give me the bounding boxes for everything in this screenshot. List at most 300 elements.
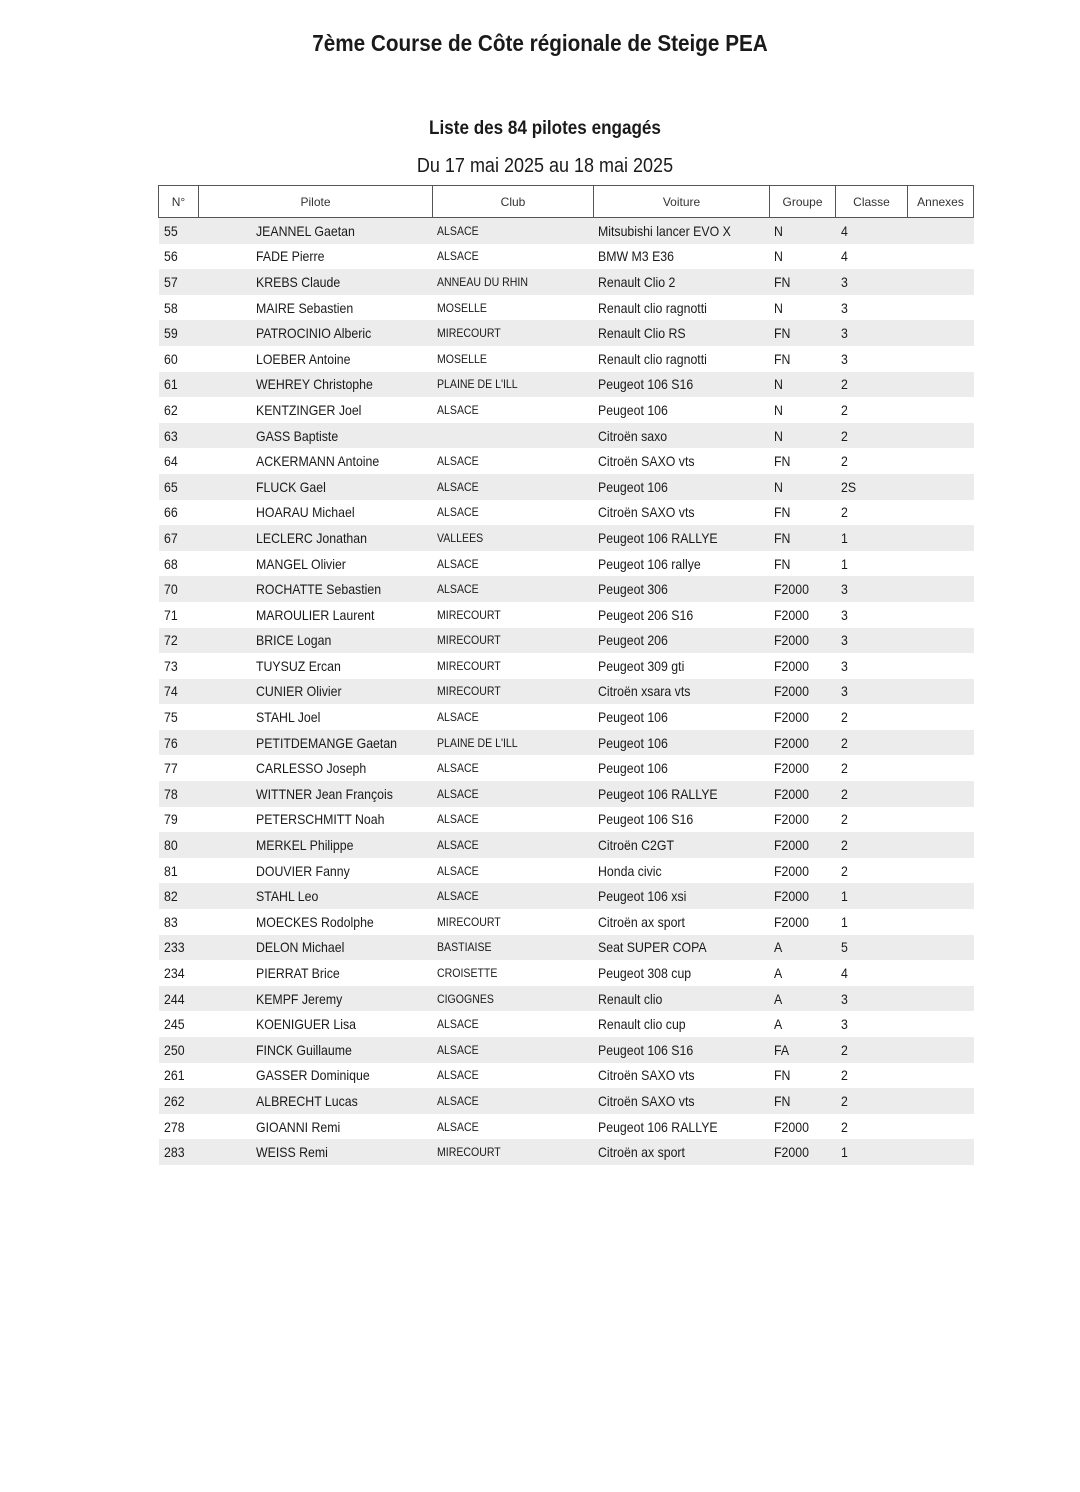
cell-groupe — [770, 576, 836, 602]
cell-number — [159, 474, 199, 500]
table-row — [159, 295, 974, 321]
cell-classe — [836, 423, 908, 449]
cell-groupe — [770, 1088, 836, 1114]
cell-classe — [836, 653, 908, 679]
cell-groupe — [770, 500, 836, 526]
cell-pilote-text: FADE Pierre — [255, 248, 324, 265]
cell-groupe-text: A — [773, 939, 782, 956]
cell-classe-text: 3 — [840, 632, 848, 649]
table-body — [159, 218, 974, 1165]
cell-voiture — [594, 1011, 770, 1037]
cell-groupe — [770, 346, 836, 372]
cell-groupe — [770, 1114, 836, 1140]
cell-classe — [836, 755, 908, 781]
cell-classe — [836, 1139, 908, 1165]
cell-voiture-text: Peugeot 106 S16 — [597, 811, 693, 828]
cell-voiture-text: Citroën saxo — [597, 427, 667, 444]
cell-classe — [836, 448, 908, 474]
cell-pilote — [199, 858, 433, 884]
cell-classe — [836, 500, 908, 526]
cell-voiture — [594, 576, 770, 602]
table-row — [159, 448, 974, 474]
cell-club — [433, 448, 594, 474]
table-row — [159, 320, 974, 346]
cell-classe-text: 5 — [840, 939, 848, 956]
cell-voiture — [594, 858, 770, 884]
cell-club — [433, 1139, 594, 1165]
cell-pilote-text: GASS Baptiste — [255, 427, 338, 444]
cell-classe — [836, 602, 908, 628]
cell-number — [159, 883, 199, 909]
cell-club-text: MIRECOURT — [436, 607, 501, 622]
cell-number — [159, 960, 199, 986]
cell-voiture-text: Peugeot 106 — [597, 760, 668, 777]
cell-classe-text: 2 — [840, 837, 848, 854]
cell-classe-text: 3 — [840, 683, 848, 700]
cell-club-text: ALSACE — [436, 838, 479, 853]
cell-club — [433, 704, 594, 730]
cell-classe — [836, 1114, 908, 1140]
cell-groupe-text: FN — [773, 529, 790, 546]
cell-voiture-text: Honda civic — [597, 862, 662, 879]
cell-pilote-text: WITTNER Jean François — [255, 785, 393, 802]
cell-groupe — [770, 755, 836, 781]
cell-club-text: MIRECOURT — [436, 1145, 501, 1160]
cell-pilote-text: LOEBER Antoine — [255, 350, 351, 367]
cell-club — [433, 474, 594, 500]
table-header-row — [159, 186, 974, 218]
cell-number — [159, 295, 199, 321]
cell-voiture — [594, 397, 770, 423]
cell-annexes — [908, 883, 974, 909]
cell-number — [159, 218, 199, 244]
cell-number-text: 79 — [163, 811, 178, 828]
cell-voiture — [594, 500, 770, 526]
cell-annexes — [908, 423, 974, 449]
cell-voiture — [594, 525, 770, 551]
cell-voiture — [594, 628, 770, 654]
cell-pilote-text: WEHREY Christophe — [255, 376, 373, 393]
cell-number — [159, 372, 199, 398]
cell-classe-text: 2 — [840, 709, 848, 726]
cell-classe-text: 2 — [840, 1067, 848, 1084]
cell-groupe-text: F2000 — [773, 888, 809, 905]
cell-groupe-text: N — [773, 248, 783, 265]
cell-pilote — [199, 1011, 433, 1037]
cell-annexes — [908, 628, 974, 654]
cell-annexes — [908, 474, 974, 500]
cell-voiture — [594, 448, 770, 474]
cell-club — [433, 218, 594, 244]
cell-annexes — [908, 295, 974, 321]
cell-pilote-text: FINCK Guillaume — [255, 1041, 352, 1058]
cell-club — [433, 960, 594, 986]
cell-classe — [836, 909, 908, 935]
cell-pilote-text: STAHL Joel — [255, 709, 320, 726]
cell-groupe — [770, 397, 836, 423]
cell-club-text: ALSACE — [436, 863, 479, 878]
cell-pilote — [199, 755, 433, 781]
cell-pilote — [199, 628, 433, 654]
cell-club — [433, 1037, 594, 1063]
cell-pilote — [199, 935, 433, 961]
cell-pilote — [199, 960, 433, 986]
cell-classe — [836, 525, 908, 551]
cell-pilote-text: WEISS Remi — [255, 1144, 328, 1161]
cell-groupe — [770, 525, 836, 551]
cell-club — [433, 320, 594, 346]
cell-classe — [836, 1011, 908, 1037]
cell-groupe-text: N — [773, 401, 783, 418]
cell-classe — [836, 269, 908, 295]
cell-club — [433, 1063, 594, 1089]
cell-club — [433, 730, 594, 756]
cell-number-text: 58 — [163, 299, 178, 316]
cell-pilote-text: CARLESSO Joseph — [255, 760, 366, 777]
cell-classe — [836, 551, 908, 577]
cell-groupe-text: F2000 — [773, 734, 809, 751]
cell-club — [433, 679, 594, 705]
cell-club — [433, 807, 594, 833]
cell-annexes — [908, 781, 974, 807]
cell-voiture — [594, 832, 770, 858]
cell-club-text: ALSACE — [436, 1017, 479, 1032]
cell-classe — [836, 346, 908, 372]
cell-classe-text: 3 — [840, 299, 848, 316]
cell-annexes — [908, 500, 974, 526]
cell-groupe-text: F2000 — [773, 606, 809, 623]
cell-annexes — [908, 1114, 974, 1140]
table-row — [159, 935, 974, 961]
cell-number — [159, 704, 199, 730]
cell-classe-text: 3 — [840, 1016, 848, 1033]
cell-pilote-text: ROCHATTE Sebastien — [255, 581, 381, 598]
cell-club — [433, 883, 594, 909]
cell-pilote — [199, 730, 433, 756]
cell-classe-text: 3 — [840, 657, 848, 674]
table-row — [159, 602, 974, 628]
cell-pilote — [199, 218, 433, 244]
cell-voiture — [594, 883, 770, 909]
cell-groupe-text: F2000 — [773, 862, 809, 879]
cell-voiture — [594, 551, 770, 577]
cell-number-text: 63 — [163, 427, 178, 444]
cell-voiture — [594, 320, 770, 346]
cell-club-text: MOSELLE — [436, 300, 487, 315]
cell-pilote-text: PETERSCHMITT Noah — [255, 811, 384, 828]
cell-number-text: 71 — [163, 606, 178, 623]
cell-club — [433, 372, 594, 398]
cell-classe-text: 4 — [840, 248, 848, 265]
cell-voiture — [594, 679, 770, 705]
cell-classe-text: 2 — [840, 427, 848, 444]
cell-classe — [836, 576, 908, 602]
cell-club-text: MIRECOURT — [436, 684, 501, 699]
cell-classe — [836, 628, 908, 654]
cell-number-text: 262 — [163, 1092, 185, 1109]
cell-pilote-text: PETITDEMANGE Gaetan — [255, 734, 397, 751]
cell-pilote — [199, 295, 433, 321]
cell-club-text: ALSACE — [436, 454, 479, 469]
cell-voiture-text: Peugeot 206 — [597, 632, 668, 649]
cell-number — [159, 448, 199, 474]
cell-voiture — [594, 269, 770, 295]
cell-classe-text: 3 — [840, 581, 848, 598]
cell-pilote — [199, 551, 433, 577]
cell-annexes — [908, 858, 974, 884]
cell-classe — [836, 397, 908, 423]
cell-club-text: MIRECOURT — [436, 914, 501, 929]
cell-groupe-text: N — [773, 222, 783, 239]
cell-number-text: 55 — [163, 222, 178, 239]
cell-pilote — [199, 397, 433, 423]
cell-pilote-text: DOUVIER Fanny — [255, 862, 350, 879]
cell-pilote-text: KREBS Claude — [255, 273, 340, 290]
cell-voiture — [594, 244, 770, 270]
cell-classe-text: 1 — [840, 529, 848, 546]
cell-club-text: MIRECOURT — [436, 326, 501, 341]
cell-pilote-text: HOARAU Michael — [255, 504, 355, 521]
table-row — [159, 704, 974, 730]
cell-pilote-text: LECLERC Jonathan — [255, 529, 367, 546]
cell-club — [433, 244, 594, 270]
cell-groupe-text: F2000 — [773, 1144, 809, 1161]
cell-annexes — [908, 679, 974, 705]
cell-number — [159, 244, 199, 270]
cell-voiture-text: Renault clio — [597, 990, 662, 1007]
cell-groupe — [770, 1063, 836, 1089]
cell-groupe-text: F2000 — [773, 811, 809, 828]
cell-pilote-text: MAIRE Sebastien — [255, 299, 353, 316]
cell-groupe-text: FN — [773, 1067, 790, 1084]
cell-club — [433, 986, 594, 1012]
cell-groupe-text: F2000 — [773, 657, 809, 674]
cell-number-text: 59 — [163, 325, 178, 342]
cell-annexes — [908, 1088, 974, 1114]
cell-voiture-text: Citroën SAXO vts — [597, 504, 695, 521]
cell-voiture — [594, 423, 770, 449]
entrants-table — [158, 185, 974, 1165]
cell-classe-text: 4 — [840, 222, 848, 239]
cell-classe-text: 2 — [840, 862, 848, 879]
cell-classe — [836, 858, 908, 884]
cell-number — [159, 269, 199, 295]
cell-annexes — [908, 909, 974, 935]
cell-voiture-text: Renault Clio RS — [597, 325, 686, 342]
cell-annexes — [908, 372, 974, 398]
cell-club — [433, 500, 594, 526]
cell-number-text: 250 — [163, 1041, 185, 1058]
cell-voiture — [594, 781, 770, 807]
cell-classe — [836, 218, 908, 244]
cell-classe — [836, 935, 908, 961]
cell-number-text: 66 — [163, 504, 178, 521]
cell-annexes — [908, 602, 974, 628]
table-row — [159, 551, 974, 577]
table-row — [159, 858, 974, 884]
cell-groupe-text: N — [773, 427, 783, 444]
cell-number — [159, 628, 199, 654]
cell-number — [159, 346, 199, 372]
cell-groupe-text: FN — [773, 325, 790, 342]
cell-pilote-text: PATROCINIO Alberic — [255, 325, 371, 342]
cell-groupe — [770, 781, 836, 807]
cell-voiture — [594, 653, 770, 679]
cell-voiture-text: Renault clio ragnotti — [597, 350, 707, 367]
header-voiture: Voiture — [594, 186, 770, 218]
cell-club — [433, 295, 594, 321]
cell-voiture-text: Citroën SAXO vts — [597, 453, 695, 470]
cell-number — [159, 320, 199, 346]
cell-number — [159, 1088, 199, 1114]
cell-number-text: 83 — [163, 913, 178, 930]
cell-groupe — [770, 653, 836, 679]
table-row — [159, 986, 974, 1012]
table-row — [159, 1011, 974, 1037]
cell-voiture-text: Citroën C2GT — [597, 837, 674, 854]
cell-groupe — [770, 244, 836, 270]
cell-classe-text: 1 — [840, 1144, 848, 1161]
cell-groupe-text: N — [773, 299, 783, 316]
event-dates: Du 17 mai 2025 au 18 mai 2025 — [416, 155, 674, 177]
cell-voiture-text: Peugeot 308 cup — [597, 965, 691, 982]
table-row — [159, 883, 974, 909]
cell-annexes — [908, 960, 974, 986]
cell-groupe-text: FN — [773, 273, 790, 290]
cell-club-text: ALSACE — [436, 1068, 479, 1083]
cell-number-text: 75 — [163, 709, 178, 726]
cell-groupe — [770, 858, 836, 884]
cell-annexes — [908, 448, 974, 474]
cell-classe — [836, 781, 908, 807]
cell-groupe — [770, 602, 836, 628]
cell-groupe-text: A — [773, 990, 782, 1007]
cell-classe-text: 2 — [840, 760, 848, 777]
cell-number — [159, 602, 199, 628]
cell-pilote-text: GIOANNI Remi — [255, 1118, 340, 1135]
cell-pilote-text: JEANNEL Gaetan — [255, 222, 355, 239]
cell-classe — [836, 960, 908, 986]
table-row — [159, 372, 974, 398]
cell-groupe — [770, 960, 836, 986]
cell-number-text: 244 — [163, 990, 185, 1007]
cell-number — [159, 500, 199, 526]
cell-club-text: ALSACE — [436, 786, 479, 801]
cell-groupe-text: N — [773, 478, 783, 495]
cell-club — [433, 423, 594, 449]
cell-pilote-text: STAHL Leo — [255, 888, 318, 905]
cell-number — [159, 781, 199, 807]
cell-annexes — [908, 755, 974, 781]
cell-groupe — [770, 551, 836, 577]
cell-pilote — [199, 986, 433, 1012]
cell-classe-text: 1 — [840, 913, 848, 930]
cell-groupe — [770, 883, 836, 909]
cell-classe-text: 3 — [840, 273, 848, 290]
cell-pilote — [199, 423, 433, 449]
table-row — [159, 960, 974, 986]
cell-pilote — [199, 525, 433, 551]
cell-groupe — [770, 320, 836, 346]
cell-pilote-text: KEMPF Jeremy — [255, 990, 342, 1007]
cell-pilote — [199, 474, 433, 500]
cell-number — [159, 397, 199, 423]
cell-club-text: ALSACE — [436, 556, 479, 571]
table-row — [159, 628, 974, 654]
cell-club — [433, 755, 594, 781]
cell-club — [433, 628, 594, 654]
cell-number-text: 80 — [163, 837, 178, 854]
cell-number-text: 233 — [163, 939, 185, 956]
cell-voiture-text: Peugeot 106 — [597, 401, 668, 418]
cell-groupe — [770, 628, 836, 654]
cell-classe-text: 4 — [840, 965, 848, 982]
cell-annexes — [908, 1139, 974, 1165]
cell-voiture — [594, 986, 770, 1012]
cell-groupe-text: F2000 — [773, 785, 809, 802]
cell-groupe — [770, 1011, 836, 1037]
cell-pilote-text: DELON Michael — [255, 939, 344, 956]
cell-number-text: 76 — [163, 734, 178, 751]
cell-pilote-text: BRICE Logan — [255, 632, 331, 649]
cell-voiture — [594, 1114, 770, 1140]
cell-number-text: 56 — [163, 248, 178, 265]
cell-number-text: 78 — [163, 785, 178, 802]
table-row — [159, 346, 974, 372]
cell-pilote — [199, 346, 433, 372]
table-row — [159, 500, 974, 526]
cell-club — [433, 832, 594, 858]
cell-club — [433, 935, 594, 961]
cell-pilote-text: TUYSUZ Ercan — [255, 657, 341, 674]
cell-voiture-text: Peugeot 106 S16 — [597, 1041, 693, 1058]
cell-classe — [836, 474, 908, 500]
cell-club-text: ALSACE — [436, 582, 479, 597]
cell-voiture — [594, 755, 770, 781]
cell-voiture — [594, 1088, 770, 1114]
cell-number-text: 283 — [163, 1144, 185, 1161]
cell-number-text: 74 — [163, 683, 178, 700]
cell-pilote-text: MOECKES Rodolphe — [255, 913, 374, 930]
table-row — [159, 1063, 974, 1089]
cell-club — [433, 1088, 594, 1114]
cell-number — [159, 730, 199, 756]
table-row — [159, 576, 974, 602]
cell-voiture-text: Peugeot 309 gti — [597, 657, 684, 674]
cell-groupe — [770, 218, 836, 244]
table-row — [159, 218, 974, 244]
cell-voiture-text: Renault clio cup — [597, 1016, 686, 1033]
cell-classe-text: 2 — [840, 785, 848, 802]
cell-groupe-text: FN — [773, 1092, 790, 1109]
cell-classe-text: 2 — [840, 734, 848, 751]
cell-voiture-text: Citroën ax sport — [597, 1144, 685, 1161]
cell-groupe — [770, 704, 836, 730]
cell-annexes — [908, 832, 974, 858]
cell-groupe — [770, 269, 836, 295]
table-row — [159, 679, 974, 705]
cell-classe — [836, 372, 908, 398]
cell-pilote-text: KOENIGUER Lisa — [255, 1016, 356, 1033]
table-row — [159, 269, 974, 295]
cell-groupe — [770, 935, 836, 961]
cell-groupe — [770, 1037, 836, 1063]
cell-number — [159, 1011, 199, 1037]
cell-club-text: MOSELLE — [436, 351, 487, 366]
cell-classe — [836, 986, 908, 1012]
cell-club-text: BASTIAISE — [436, 940, 492, 955]
cell-voiture-text: Renault clio ragnotti — [597, 299, 707, 316]
